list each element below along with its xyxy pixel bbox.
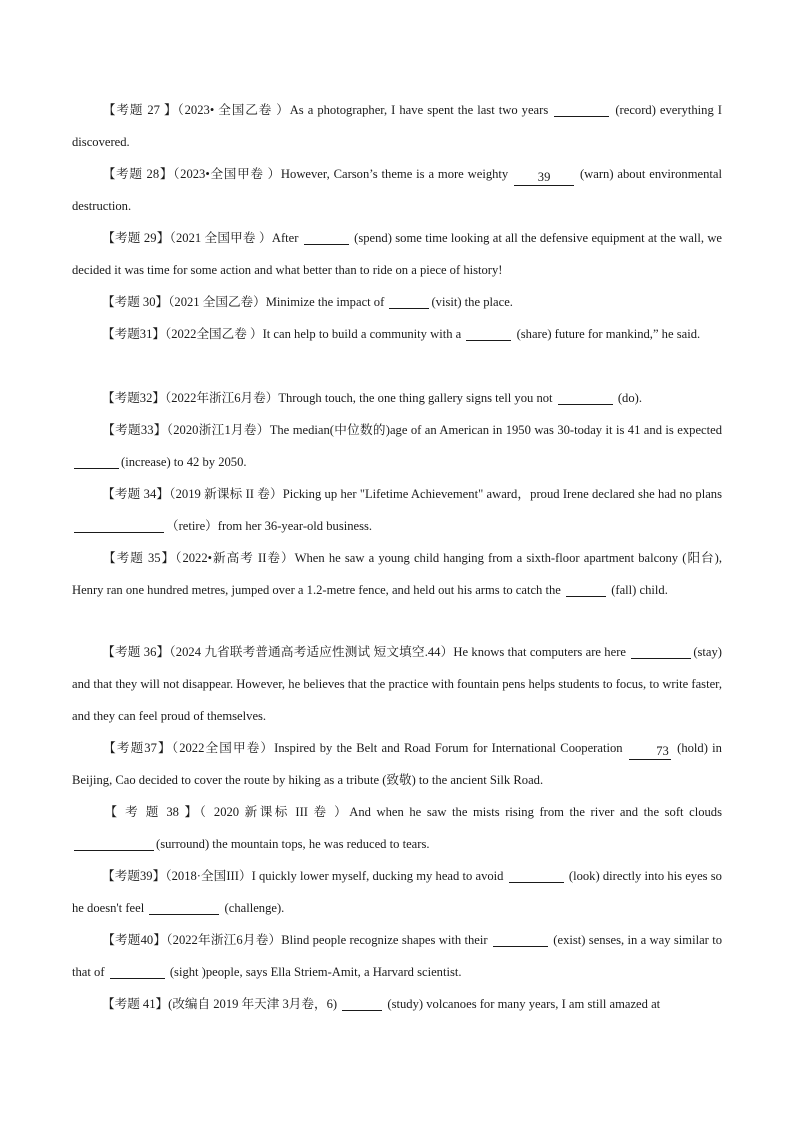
- question-source: （2023• 全国乙卷 ）: [177, 103, 290, 117]
- question-40: [72, 924, 722, 988]
- answer-blank[interactable]: 73: [629, 744, 671, 760]
- question-text: As a photographer, I have spent the last two years: [289, 103, 549, 117]
- question-tag: 【考题32】: [102, 391, 165, 405]
- answer-blank[interactable]: [558, 389, 613, 405]
- question-source: （2021 全国甲卷 ）: [169, 231, 272, 245]
- question-37: [72, 732, 722, 796]
- question-tag: 【考题40】: [102, 933, 167, 947]
- question-text: I quickly lower myself, ducking my head to avoid: [251, 869, 504, 883]
- answer-blank[interactable]: [566, 581, 606, 597]
- question-tag: 【考题 27 】: [102, 103, 178, 117]
- answer-blank[interactable]: [342, 995, 382, 1011]
- question-source: （2022年浙江6月卷）: [164, 391, 279, 405]
- question-text: After: [271, 231, 299, 245]
- question-31: [72, 318, 722, 350]
- question-tag: 【考题39】: [102, 869, 166, 883]
- answer-blank[interactable]: [554, 101, 609, 117]
- question-tag: 【考题 29】: [102, 231, 170, 245]
- question-tag: 【考题37】: [102, 741, 172, 755]
- question-text: (hold) in Beijing, Cao decided to cover the route by hiking as a tribute (致敬) to the ancient Silk Road.: [72, 741, 722, 787]
- question-text: Minimize the impact of: [265, 295, 385, 309]
- question-source: （2018·全国III）: [165, 869, 252, 883]
- question-text: (spend) some time looking at all the defensive equipment at the wall, we decided it was time for some action and what better than to ride on a piece of history!: [72, 231, 723, 277]
- question-35: [72, 542, 722, 606]
- question-28: [72, 158, 722, 222]
- question-tag: 【考题31】: [102, 327, 165, 341]
- question-text: However, Carson’s theme is a more weighty: [280, 167, 509, 181]
- question-tag: 【考题 28】: [102, 167, 174, 181]
- answer-blank[interactable]: [631, 643, 691, 659]
- question-32: [72, 382, 722, 414]
- question-text: He knows that computers are here: [453, 645, 626, 659]
- question-text: And when he saw the mists rising from the river and the soft clouds: [349, 805, 723, 819]
- answer-blank[interactable]: [304, 229, 349, 245]
- question-34: [72, 478, 722, 542]
- question-source: （2021 全国乙卷）: [168, 295, 266, 309]
- question-text: （retire）from her 36-year-old business.: [166, 519, 373, 533]
- question-tag: 【考题33】: [102, 423, 167, 437]
- question-source: （2019 新课标 II 卷）: [169, 487, 283, 501]
- question-tag: 【考题 34】: [102, 487, 170, 501]
- question-30: [72, 286, 722, 318]
- question-text: (warn) about environmental destruction.: [72, 167, 722, 213]
- question-text: Inspired by the Belt and Road Forum for International Cooperation: [274, 741, 623, 755]
- question-source: （2024 九省联考普通高考适应性测试 短文填空.44）: [169, 645, 454, 659]
- question-41: [72, 988, 722, 1020]
- question-27: [72, 94, 722, 158]
- question-text: (exist) senses, in a way similar to that of: [72, 933, 722, 979]
- question-source: (改编自 2019 年天津 3月卷，6): [168, 997, 338, 1011]
- answer-blank[interactable]: [74, 453, 119, 469]
- question-text: The median(中位数的)age of an American in 1950 was 30-today it is 41 and is expected: [269, 423, 723, 437]
- answer-blank[interactable]: [74, 835, 154, 851]
- question-text: (look) directly into his eyes so he doesn't feel: [72, 869, 722, 915]
- question-tag: 【考题 30】: [102, 295, 169, 309]
- question-29: [72, 222, 722, 286]
- question-tag: 【 考 题 38 】: [102, 805, 200, 819]
- question-text: When he saw a young child hanging from a sixth-floor apartment balcony (阳台), Henry ran one hundred metres, jumped over a 1.2-metre fence, and held out his arms to catch the: [72, 551, 722, 597]
- question-text: (stay) and that they will not disappear. However, he believes that the practice with fountain pens helps students to focus, to write faster, and they can feel proud of themselves.: [72, 645, 722, 723]
- answer-blank[interactable]: [389, 293, 429, 309]
- question-text: (challenge).: [224, 901, 285, 915]
- question-text: (increase) to 42 by 2050.: [121, 455, 247, 469]
- question-source: （2023•全国甲卷 ）: [173, 167, 281, 181]
- question-text: It can help to build a community with a: [262, 327, 462, 341]
- question-text: (do).: [617, 391, 642, 405]
- question-tag: 【考题 35】: [102, 551, 176, 565]
- question-source: （2020浙江1月卷）: [166, 423, 270, 437]
- answer-blank[interactable]: [74, 517, 164, 533]
- question-text: Blind people recognize shapes with their: [281, 933, 488, 947]
- question-tag: 【考题 41】: [102, 997, 169, 1011]
- answer-blank[interactable]: 39: [514, 170, 574, 186]
- question-source: （2022全国甲卷）: [171, 741, 275, 755]
- question-text: (sight )people, says Ella Striem-Amit, a Harvard scientist.: [169, 965, 462, 979]
- question-33: [72, 414, 722, 478]
- question-tag: 【考题 36】: [102, 645, 170, 659]
- answer-blank[interactable]: [509, 867, 564, 883]
- question-text: (record) everything I discovered.: [72, 103, 723, 149]
- question-text: (surround) the mountain tops, he was reduced to tears.: [156, 837, 430, 851]
- question-38: [72, 796, 722, 860]
- answer-blank-2[interactable]: [110, 963, 165, 979]
- question-39: [72, 860, 722, 924]
- answer-blank[interactable]: [493, 931, 548, 947]
- answer-blank-2[interactable]: [149, 899, 219, 915]
- answer-blank[interactable]: [466, 325, 511, 341]
- question-text: (share) future for mankind,” he said.: [516, 327, 701, 341]
- question-text: Through touch, the one thing gallery signs tell you not: [278, 391, 553, 405]
- question-source: （2022全国乙卷 ）: [164, 327, 263, 341]
- question-source: （2022•新高考 II卷）: [175, 551, 295, 565]
- question-text: (visit) the place.: [431, 295, 513, 309]
- question-text: Picking up her "Lifetime Achievement" award，proud Irene declared she had no plans: [282, 487, 722, 501]
- question-source: （ 2020 新课标 III 卷 ）: [199, 805, 350, 819]
- question-text: (study) volcanoes for many years, I am still amazed at: [387, 997, 661, 1011]
- question-text: (fall) child.: [611, 583, 668, 597]
- question-36: [72, 636, 722, 732]
- question-source: （2022年浙江6月卷）: [166, 933, 282, 947]
